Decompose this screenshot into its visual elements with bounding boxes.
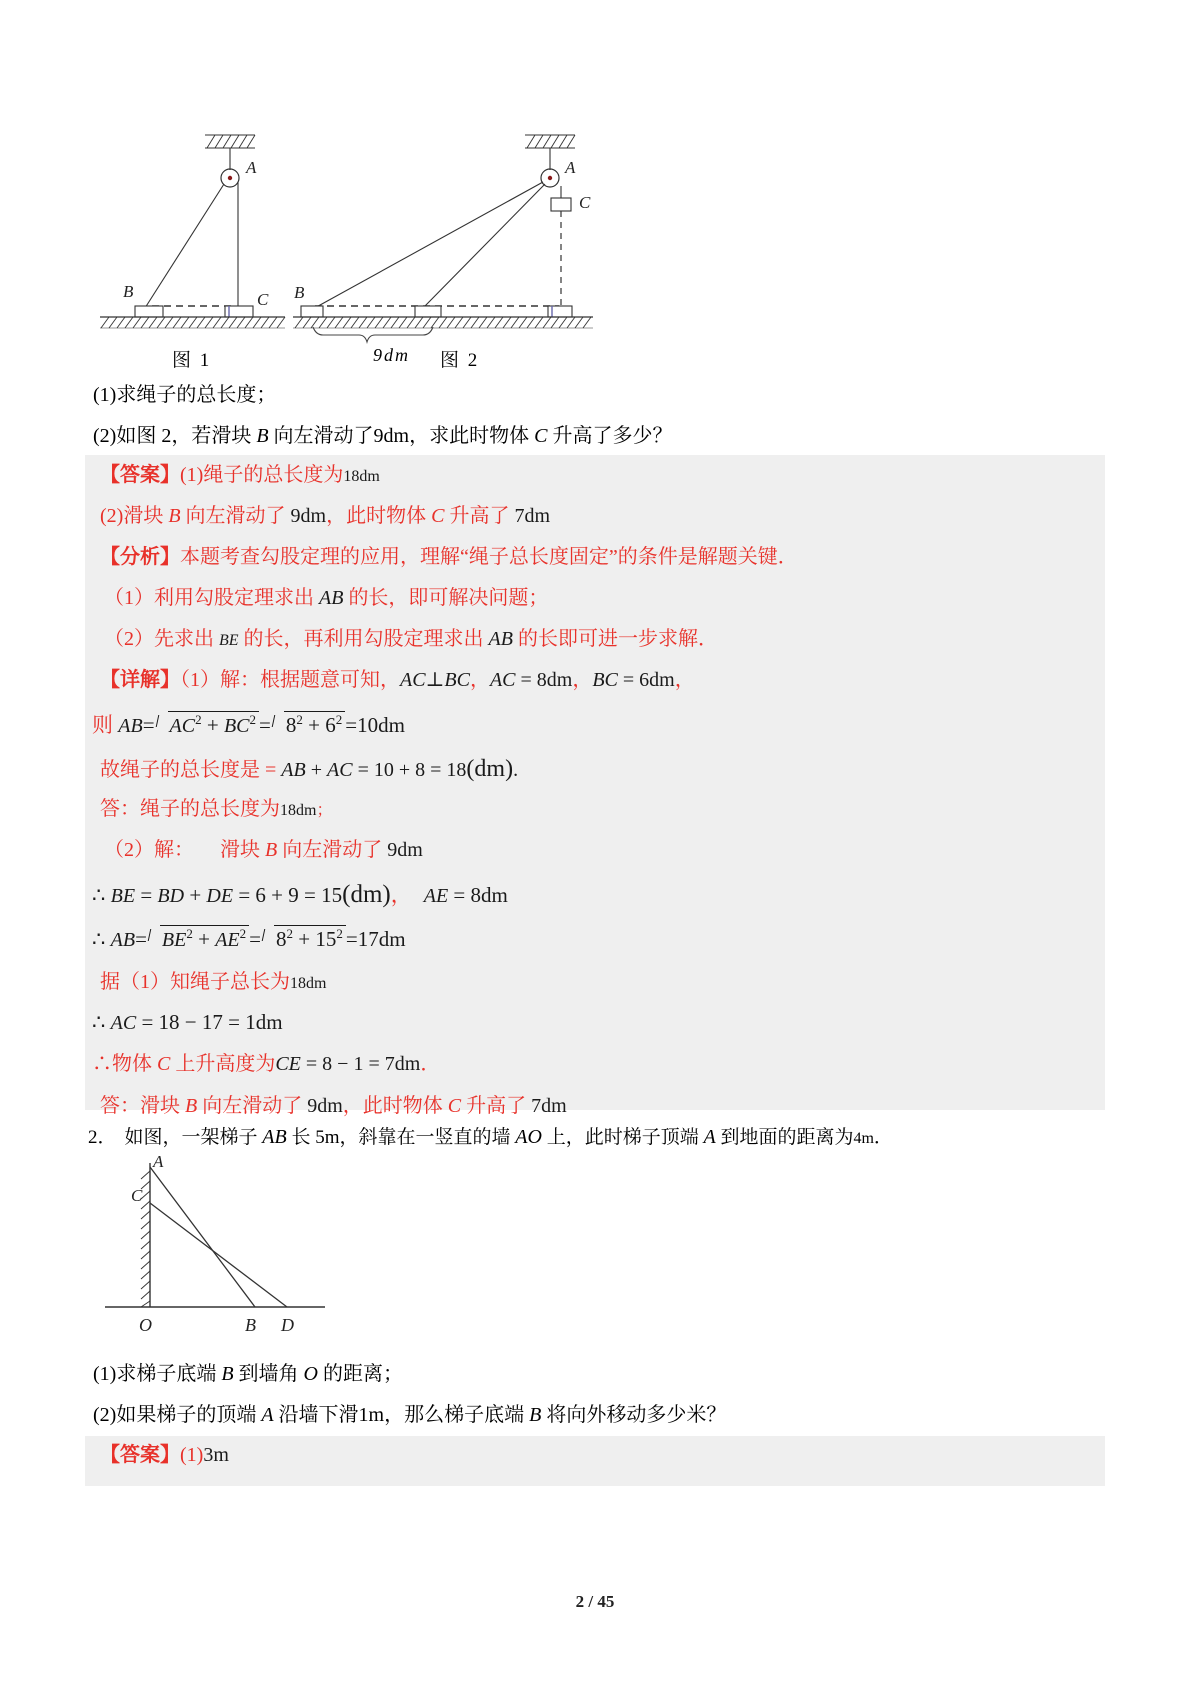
formula-2-nums: = 6 + 9 = 15 xyxy=(233,883,343,907)
detail-formula-2 xyxy=(92,880,508,910)
analysis-1-pre: （1）利用勾股定理求出 xyxy=(104,587,319,609)
formula-1-eq2: = xyxy=(259,713,271,737)
ladder-label-b: B xyxy=(245,1315,256,1335)
formula-1-rad-ac: AC xyxy=(169,715,196,737)
detail-answer-1-pre: 答：绳子的总长度为 xyxy=(100,798,280,820)
detail-line-9 xyxy=(92,1010,283,1035)
analysis-2-pre: （2）先求出 xyxy=(104,628,219,650)
figure-2-diagram xyxy=(293,110,613,370)
answer-tag: 【答案】 xyxy=(100,464,180,486)
page-footer: 2 / 45 xyxy=(575,1592,615,1611)
q2-sub1-b: B xyxy=(221,1363,234,1385)
answer-2-pre: (2)滑块 xyxy=(100,505,169,527)
figure2-label-a: A xyxy=(565,158,576,177)
sqrt-symbol-2: $8^2 + 6^2$ xyxy=(271,711,345,738)
q2-number: 2． xyxy=(88,1127,117,1148)
detail-10-ce: CE xyxy=(275,1053,301,1075)
detail-5-mid-2: 向左滑动了 xyxy=(277,839,388,861)
detail-1-bc2: BC xyxy=(592,669,618,691)
ladder-diagram xyxy=(95,1155,385,1350)
therefore-symbol-2: ∴ xyxy=(92,927,111,951)
detail-line-1 xyxy=(100,668,695,692)
detail-10-dot: ． xyxy=(420,1053,441,1075)
detail-1-eq1: = 8dm xyxy=(515,669,573,691)
q2-sub2-post: 将向外移动多少米？ xyxy=(541,1404,727,1426)
analysis-2-be: BE xyxy=(219,632,239,649)
q1-sub2-b: B xyxy=(256,425,269,447)
detail-answer-2-pre: 答：滑块 xyxy=(100,1095,185,1117)
detail-1-ac: AC xyxy=(400,669,426,691)
formula-1-ab: AB xyxy=(118,715,143,737)
detail-answer-1-value: 18dm xyxy=(280,802,317,819)
detail-line-10 xyxy=(92,1052,440,1076)
figure1-label-c: C xyxy=(257,290,269,309)
detail-1-ac2: AC xyxy=(489,669,516,691)
q2-sub1-mid: 到墙角 xyxy=(233,1363,304,1385)
formula-3-rad-8: 8 xyxy=(276,927,287,951)
detail-tag: 【详解】 xyxy=(100,669,180,691)
detail-8-pre: 据（1）知绳子总长为 xyxy=(100,971,290,993)
detail-10-mid: 上升高度为 xyxy=(170,1053,276,1075)
answer-line-2 xyxy=(100,504,550,528)
detail-3-unit: (dm) xyxy=(466,756,514,782)
answer-2-mid-3: 升高了 xyxy=(444,505,515,527)
q1-sub1: (1)求绳子的总长度； xyxy=(93,384,277,406)
answer-2-mid-2: ，此时物体 xyxy=(326,505,432,527)
formula-3-ab: AB xyxy=(110,929,136,951)
answer-2-mid: 向左滑动了 xyxy=(180,505,291,527)
formula-3-rad-ae: AE xyxy=(215,929,240,951)
detail-3-ab: AB xyxy=(281,759,306,781)
analysis-2-post: 的长即可进一步求解． xyxy=(512,628,718,650)
formula-3-rad-be: BE xyxy=(161,929,187,951)
q2-stem-p1: 如图，一架梯子 xyxy=(124,1127,263,1148)
q2-stem-p5: 到地面的距离为 xyxy=(715,1127,854,1148)
q2-stem-ab: AB xyxy=(262,1126,287,1148)
figure-1-caption: 图 1 xyxy=(172,350,212,371)
formula-3-result: =17dm xyxy=(345,927,406,951)
detail-1-pre: （1）解：根据题意可知， xyxy=(180,669,400,691)
formula-1-result: =10dm xyxy=(345,713,405,737)
formula-2-eq: = xyxy=(135,883,158,907)
analysis-line xyxy=(100,545,798,569)
detail-1-c1: ， xyxy=(469,669,490,691)
q2-sub2-b: B xyxy=(529,1404,542,1426)
detail-1-eq2: = 6dm xyxy=(617,669,675,691)
answer-line-1 xyxy=(100,463,380,487)
formula-2-de: DE xyxy=(206,885,234,907)
formula-2-ae: AE xyxy=(423,885,449,907)
analysis-step-1 xyxy=(104,586,548,610)
detail-line-3 xyxy=(100,755,518,784)
detail-answer-2-mid-2: ，此时物体 xyxy=(342,1095,448,1117)
formula-2-plus: + xyxy=(184,883,207,907)
detail-formula-3 xyxy=(92,925,406,952)
formula-2-unit: (dm) xyxy=(342,881,391,908)
answer-panel-2 xyxy=(85,1436,1105,1486)
formula-2-bd: BD xyxy=(157,885,185,907)
detail-answer-2-mid: 向左滑动了 xyxy=(197,1095,308,1117)
perpendicular-symbol: ⊥ xyxy=(425,669,445,691)
formula-1-eq: = xyxy=(142,713,155,737)
detail-9-ac: AC xyxy=(110,1012,137,1034)
answer2-tag: 【答案】 xyxy=(100,1444,180,1466)
q2-sub2 xyxy=(93,1403,726,1427)
detail-answer-2-v2: 7dm xyxy=(531,1095,567,1117)
q2-stem-p6: ． xyxy=(873,1127,893,1148)
ladder-label-d: D xyxy=(281,1315,294,1335)
detail-3-ac: AC xyxy=(327,759,353,781)
detail-3-pre: 故绳子的总长度是 = xyxy=(100,759,282,781)
formula-3-rad-15: 15 xyxy=(315,927,337,951)
therefore-symbol-3: ∴ xyxy=(92,1010,111,1034)
therefore-symbol-1: ∴ xyxy=(92,883,111,907)
figure2-label-b: B xyxy=(294,283,305,302)
q2-sub1-post: 的距离； xyxy=(318,1363,403,1385)
detail-10-c: C xyxy=(157,1053,171,1075)
detail-1-bc: BC xyxy=(444,669,470,691)
q2-sub1-pre: (1)求梯子底端 xyxy=(93,1363,222,1385)
detail-5-value: 9dm xyxy=(387,839,423,861)
detail-10-pre: ∴物体 xyxy=(92,1053,157,1075)
detail-answer-1-post: ； xyxy=(316,802,333,819)
sqrt-symbol-3: $BE^2 + AE^2$ xyxy=(147,925,249,952)
formula-1-prefix: 则 xyxy=(92,713,119,737)
answer-1-pre: (1)绳子的总长度为 xyxy=(180,464,344,486)
q2-sub1-o: O xyxy=(303,1363,318,1385)
q2-sub2-a: A xyxy=(261,1404,274,1426)
detail-9-result: = 18 − 17 = 1dm xyxy=(136,1010,283,1034)
analysis-tag: 【分析】 xyxy=(100,546,180,568)
detail-1-c3: ， xyxy=(674,669,695,691)
detail-3-result: = 10 + 8 = 18 xyxy=(352,759,467,781)
analysis-1-ab: AB xyxy=(319,587,344,609)
ladder-label-c: C xyxy=(131,1186,143,1205)
figure2-label-c: C xyxy=(579,193,591,212)
analysis-2-ab: AB xyxy=(488,628,513,650)
figure-2-dimension-label: 9dm xyxy=(373,345,410,365)
detail-answer-2-v1: 9dm xyxy=(307,1095,343,1117)
q2-sub2-mid: 沿墙下滑1m，那么梯子底端 xyxy=(273,1404,530,1426)
detail-line-8 xyxy=(100,970,326,994)
detail-10-result: = 8 − 1 = 7dm xyxy=(300,1053,421,1075)
q1-sub2 xyxy=(93,424,672,448)
q1-sub2-c: C xyxy=(534,425,548,447)
answer2-1-value: 3m xyxy=(203,1444,229,1466)
q2-sub1 xyxy=(93,1362,403,1386)
q2-stem-p3: ，斜靠在一竖直的墙 xyxy=(339,1127,516,1148)
detail-line-5 xyxy=(104,838,423,862)
formula-2-ae-value: = 8dm xyxy=(448,883,508,907)
q2-sub2-pre: (2)如果梯子的顶端 xyxy=(93,1404,262,1426)
ladder-label-o: O xyxy=(139,1315,152,1335)
detail-formula-1 xyxy=(92,711,405,738)
sqrt-symbol-4: $8^2 + 15^2$ xyxy=(261,925,346,952)
detail-8-value: 18dm xyxy=(290,975,327,992)
detail-answer-1 xyxy=(100,797,332,821)
figure1-label-b: B xyxy=(123,282,134,301)
figures-row xyxy=(0,100,1190,375)
answer-1-value: 18dm xyxy=(343,468,380,485)
q2-stem-a: A xyxy=(703,1126,716,1148)
q1-sub2-mid: 向左滑动了9dm，求此时物体 xyxy=(268,425,535,447)
analysis-text: 本题考查勾股定理的应用，理解“绳子总长度固定”的条件是解题关键． xyxy=(180,546,798,568)
answer-2-value-1: 9dm xyxy=(290,505,327,527)
q1-sub2-post: 升高了多少？ xyxy=(547,425,673,447)
detail-5-mid: 滑块 xyxy=(220,839,265,861)
formula-2-comma: ， xyxy=(390,883,412,907)
q2-stem-p2: 长 xyxy=(286,1127,316,1148)
answer2-line-1 xyxy=(100,1443,229,1467)
detail-answer-2-c: C xyxy=(447,1095,462,1117)
formula-3-eq: = xyxy=(135,927,147,951)
analysis-step-2 xyxy=(104,627,718,651)
figure1-label-a: A xyxy=(246,158,257,177)
formula-1-rad-bc: BC xyxy=(223,715,250,737)
answer-2-value-2: 7dm xyxy=(514,505,551,527)
detail-3-dot: . xyxy=(513,759,519,781)
q2-stem-len: 5m xyxy=(315,1127,340,1148)
q1-sub2-pre: (2)如图 2，若滑块 xyxy=(93,425,257,447)
detail-answer-2-b: B xyxy=(185,1095,198,1117)
q2-stem-ao: AO xyxy=(515,1126,542,1148)
sqrt-symbol-1: $AC^2 + BC^2$ xyxy=(155,711,260,738)
detail-1-c2: ， xyxy=(572,669,593,691)
formula-1-rad-8: 8 xyxy=(285,713,297,737)
formula-1-rad-6: 6 xyxy=(325,713,336,737)
figure-2-caption: 图 2 xyxy=(440,350,480,371)
detail-3-plus: + xyxy=(305,759,327,781)
answer-2-b: B xyxy=(168,505,181,527)
formula-3-eq2: = xyxy=(249,927,261,951)
formula-2-be: BE xyxy=(110,885,136,907)
analysis-2-mid: 的长，再利用勾股定理求出 xyxy=(238,628,489,650)
ladder-label-a: A xyxy=(153,1155,164,1171)
answer-2-c: C xyxy=(431,505,445,527)
detail-answer-2-mid-3: 升高了 xyxy=(461,1095,532,1117)
q2-stem xyxy=(88,1125,893,1150)
detail-5-b: B xyxy=(265,839,278,861)
analysis-1-post: 的长，即可解决问题； xyxy=(343,587,549,609)
q2-stem-dist: 4m xyxy=(853,1130,874,1147)
detail-5-pre: （2）解： xyxy=(104,839,194,861)
answer2-1-pre: (1) xyxy=(180,1444,204,1466)
q2-stem-p4: 上，此时梯子顶端 xyxy=(541,1127,704,1148)
detail-answer-2 xyxy=(100,1094,567,1118)
